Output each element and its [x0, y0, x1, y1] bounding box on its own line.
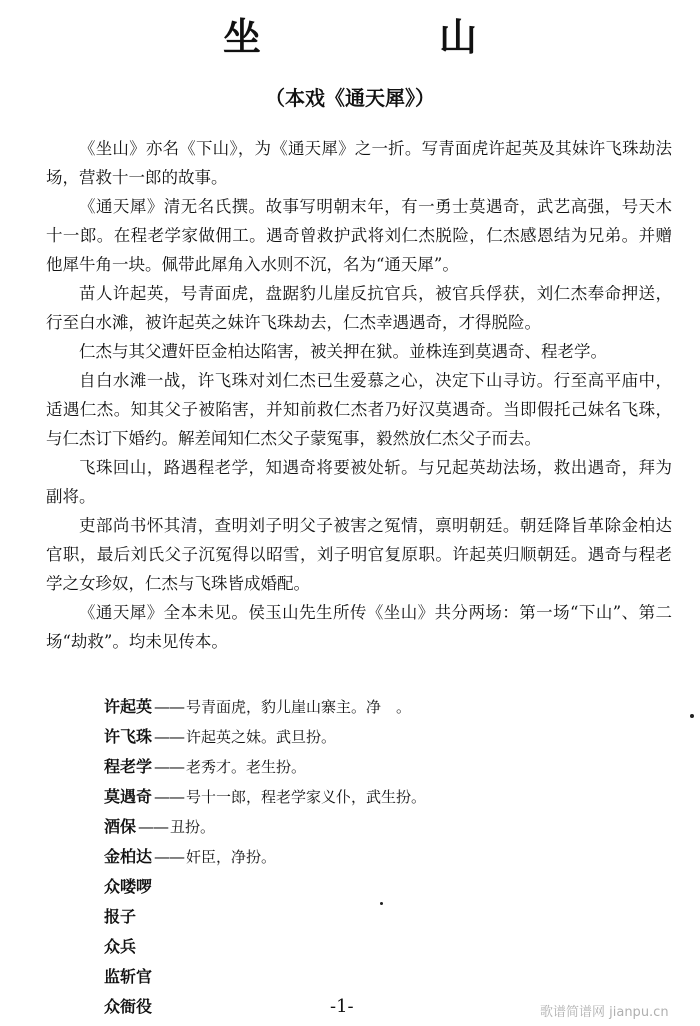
cast-description: 丑扮。 [170, 818, 216, 836]
cast-name: 众兵 [104, 937, 137, 956]
cast-row [104, 812, 624, 842]
cast-row [104, 872, 624, 902]
cast-row [104, 752, 624, 782]
cast-name: 许起英 [104, 697, 153, 716]
synopsis-text [46, 134, 672, 656]
cast-row [104, 962, 624, 992]
cast-description: 奸臣，净扮。 [186, 848, 277, 866]
cast-separator: —— [154, 787, 185, 806]
page-subtitle: （本戏《通天犀》） [265, 86, 435, 110]
cast-separator: —— [154, 727, 185, 746]
cast-description: 号青面虎，豹儿崖山寨主。净 。 [186, 698, 412, 716]
cast-name: 酒保 [104, 817, 137, 836]
synopsis-paragraph: 飞珠回山，路遇程老学，知遇奇将要被处斩。与兄起英劫法场，救出遇奇，拜为副将。 [46, 458, 672, 506]
cast-name: 金柏达 [104, 847, 153, 866]
cast-name: 众喽啰 [104, 877, 153, 896]
scan-speck [380, 902, 383, 905]
cast-name: 监斩官 [104, 967, 153, 986]
synopsis-paragraph: 苗人许起英，号青面虎，盘踞豹儿崖反抗官兵，被官兵俘获，刘仁杰奉命押送，行至白水滩，被许起英之妹许飞珠劫去，仁杰幸遇遇奇，才得脱险。 [46, 284, 672, 332]
cast-name: 莫遇奇 [104, 787, 153, 806]
cast-separator: —— [154, 697, 185, 716]
cast-description: 许起英之妹。武旦扮。 [186, 728, 337, 746]
synopsis-paragraph: 《坐山》亦名《下山》，为《通天犀》之一折。写青面虎许起英及其妹许飞珠劫法场，营救十一郎的故事。 [46, 139, 672, 187]
cast-row [104, 932, 624, 962]
synopsis-paragraph: 自白水滩一战，许飞珠对刘仁杰已生爱慕之心，决定下山寻访。行至高平庙中，适遇仁杰。知其父子被陷害，并知前救仁杰者乃好汉莫遇奇。当即假托己妹名飞珠，与仁杰订下婚约。解差闻知仁杰父子蒙冤事，毅然放仁杰父子而去。 [46, 371, 672, 448]
scan-speck [690, 714, 694, 718]
synopsis-paragraph: 《通天犀》全本未见。侯玉山先生所传《坐山》共分两场：第一场“下山”、第二场“劫救”。均未见传本。 [46, 603, 672, 651]
synopsis-paragraph: 吏部尚书怀其清，查明刘子明父子被害之冤情，禀明朝廷。朝廷降旨革除金柏达官职，最后刘氏父子沉冤得以昭雪，刘子明官复原职。许起英归顺朝廷。遇奇与程老学之女珍奴，仁杰与飞珠皆成婚配。 [46, 516, 672, 593]
cast-row [104, 902, 624, 932]
watermark: 歌谱简谱网 jianpu.cn [540, 1005, 669, 1020]
cast-name: 报子 [104, 907, 137, 926]
cast-separator: —— [154, 757, 185, 776]
cast-row [104, 722, 624, 752]
page-number: -1- [330, 996, 354, 1017]
cast-name: 程老学 [104, 757, 153, 776]
cast-row [104, 692, 624, 722]
cast-separator: —— [138, 817, 169, 836]
synopsis-paragraph: 《通天犀》清无名氏撰。故事写明朝末年，有一勇士莫遇奇，武艺高强，号天木十一郎。在程老学家做佣工。遇奇曾救护武将刘仁杰脱险，仁杰感恩结为兄弟。并赠他犀牛角一块。佩带此犀角入水则不沉，名为“通天犀”。 [46, 197, 672, 274]
cast-description: 老秀才。老生扮。 [186, 758, 307, 776]
page-title: 坐 山 [222, 14, 547, 59]
cast-row [104, 782, 624, 812]
cast-row [104, 842, 624, 872]
cast-description: 号十一郎，程老学家义仆，武生扮。 [186, 788, 427, 806]
cast-name: 众衙役 [104, 997, 153, 1016]
synopsis-paragraph: 仁杰与其父遭奸臣金柏达陷害，被关押在狱。並株连到莫遇奇、程老学。 [79, 342, 607, 361]
cast-list [104, 692, 624, 1022]
cast-name: 许飞珠 [104, 727, 153, 746]
cast-separator: —— [154, 847, 185, 866]
